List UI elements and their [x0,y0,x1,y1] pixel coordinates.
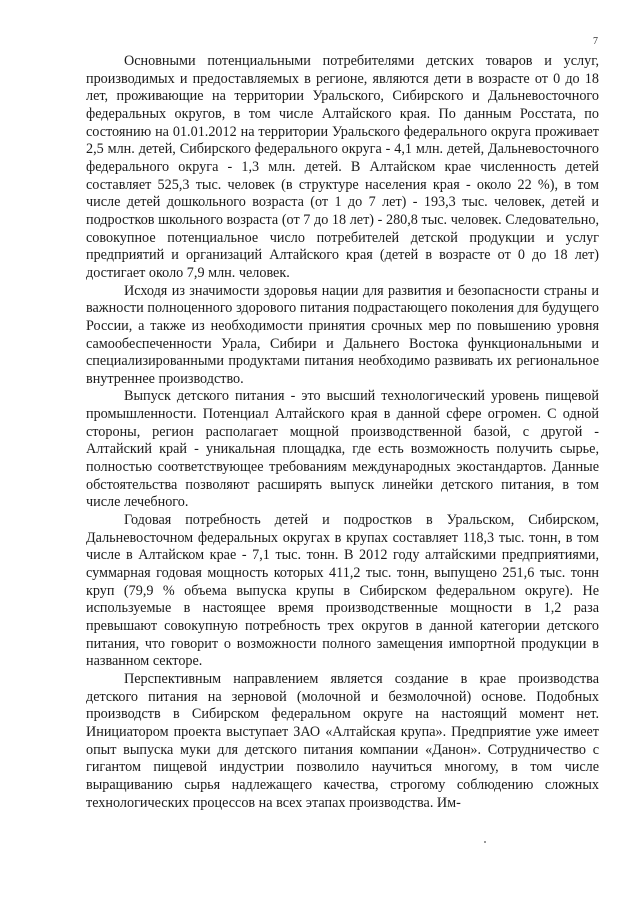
paragraph-baby-food-technology: Выпуск детского питания - это высший технологический уровень пищевой промышленности. Потенциал Алтайского края в данной сфере огромен. С одной стороны, регион располагает мощной производственной базой, с другой - Алтайский край - уникальная площадка, где есть возможность получить сырье, полностью соответствующее требованиям международных экостандартов. Данные обстоятельства позволяют расширять выпуск линейки детского питания, в том числе лечебного. [86,388,599,511]
paragraph-cereal-production: Перспективным направлением является создание в крае производства детского питания на зерновой (молочной и безмолочной) основе. Подобных производств в Сибирском федеральном округе на настоящий момент нет. Инициатором проекта выступает ЗАО «Алтайская крупа». Предприятие уже имеет опыт выпуска муки для детского питания компании «Данон». Сотрудничество с гигантом пищевой индустрии позволило научиться многому, в том числе выращиванию сырья надлежащего качества, строгому соблюдению сложных технологических процессов на всех этапах производства. Им- [86,670,599,811]
paragraph-grain-demand: Годовая потребность детей и подростков в Уральском, Сибирском, Дальневосточном федеральных округах в крупах составляет 118,3 тыс. тонн, в том числе в Алтайском крае - 7,1 тыс. тонн. В 2012 году алтайскими предприятиями, суммарная годовая мощность которых 411,2 тыс. тонн, выпущено 251,6 тыс. тонн круп (79,9 % объема выпуска крупы в Сибирском федеральном округе). Не используемые в настоящее время производственные мощности в 1,2 раза превышают совокупную потребность трех округов в данной категории детского питания, что говорит о возможности полного замещения импортной продукции в названном секторе. [86,512,599,670]
document-body [86,53,599,812]
page-number: 7 [593,36,598,47]
paragraph-consumers: Основными потенциальными потребителями детских товаров и услуг, производимых и предоставляемых в регионе, являются дети в возрасте от 0 до 18 лет, проживающие на территории Уральского, Сибирского и Дальневосточного федеральных округов, в том числе Алтайского края. По данным Росстата, по состоянию на 01.01.2012 на территории Уральского федерального округа проживает 2,5 млн. детей, Сибирского федерального округа - 4,1 млн. детей, Дальневосточного федерального округа - 1,3 млн. детей. В Алтайском крае численность детей составляет 525,3 тыс. человек (в структуре населения края - около 22 %), в том числе детей дошкольного возраста (от 1 до 7 лет) - 193,3 тыс. человек, детей и подростков школьного возраста (от 7 до 18 лет) - 280,8 тыс. человек. Следовательно, совокупное потенциальное число потребителей детской продукции и услуг предприятий и организаций Алтайского края (детей в возрасте от 0 до 18 лет) достигает около 7,9 млн. человек. [86,53,599,281]
scan-speck [484,841,486,843]
paragraph-national-health: Исходя из значимости здоровья нации для развития и безопасности страны и важности полноценного здорового питания подрастающего поколения для будущего России, а также из необходимости принятия срочных мер по повышению уровня самообеспеченности Урала, Сибири и Дальнего Востока функциональными и специализированными продуктами питания необходимо развивать их региональное внутреннее производство. [86,282,599,387]
